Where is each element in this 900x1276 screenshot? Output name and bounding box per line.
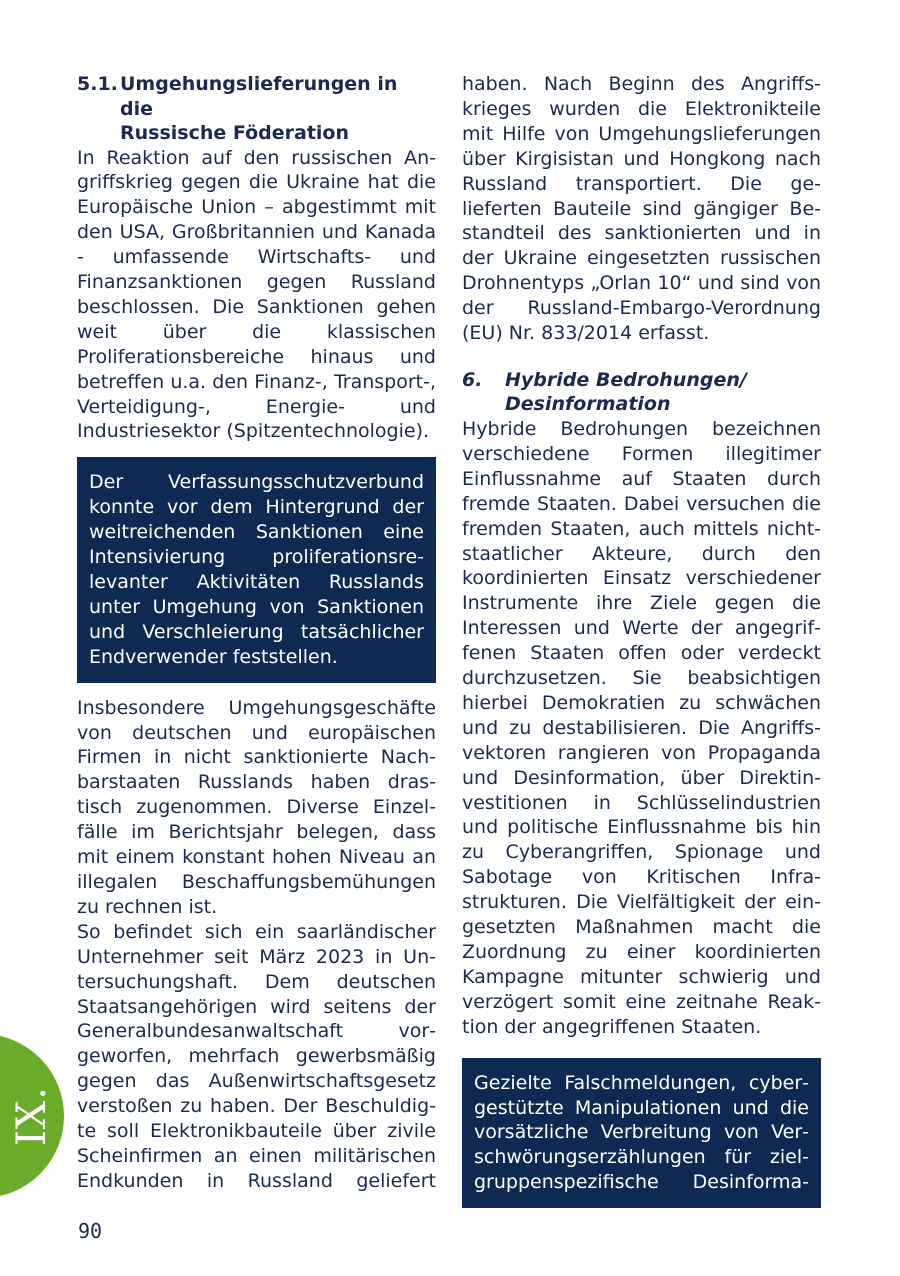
- section-number: 5.1.: [77, 73, 118, 95]
- paragraph: Hybride Bedrohungen bezeichnen verschiedene Formen illegitimer Einflussnahme auf Staaten durch fremde Staaten. Dabei versuchen die fremden Staaten, auch mittels nicht-staatlicher Akteure, durch den koordinierten Einsatz verschiedener Instrumente ihre Ziele gegen die Interessen und Werte der angegriffenen Staaten offen oder verdeckt durchzusetzen. Sie beabsichtigen hierbei Demokratien zu schwächen und zu destabilisieren. Die Angriffsvektoren rangieren von Propaganda und Desinformation, über Direktinvestitionen in Schlüsselindustrien und politische Einflussnahme bis hin zu Cyberangriffen, Spionage und Sabotage von Kritischen Infrastrukturen. Die Vielfältigkeit der eingesetzten Maßnahmen macht die Zuordnung zu einer koordinierten Kampagne mitunter schwierig und verzögert somit eine zeitnahe Reaktion der angegriffenen Staaten.: [462, 417, 821, 1038]
- right-column: [462, 72, 821, 1208]
- section-title-line2: Desinformation: [505, 393, 671, 416]
- paragraph: Insbesondere Umgehungsgeschäfte von deutschen und europäischen Firmen in nicht sanktionierte Nachbarstaaten Russlands haben drastisch zugenommen. Diverse Einzelfälle im Berichtsjahr belegen, dass mit einem konstant hohen Niveau an illegalen Beschaffungsbemühungen zu rechnen ist.: [77, 696, 436, 918]
- section-heading-6: [462, 368, 821, 417]
- section-number: 6.: [462, 368, 483, 391]
- chapter-tab-label: IX.: [9, 1086, 55, 1146]
- chapter-tab: [0, 1034, 64, 1198]
- page-number: 90: [78, 1219, 103, 1243]
- left-column: [77, 72, 436, 1194]
- section-title: [120, 72, 436, 146]
- section-title-line2: Russische Föderation: [120, 122, 350, 144]
- highlight-box-text: Gezielte Falschmeldungen, cybergestützte Manipulationen und die vorsätzliche Verbreitung von Verschwörungserzählungen für zielgruppenspezifische Desinforma-: [474, 1071, 809, 1194]
- paragraph: haben. Nach Beginn des Angriffskrieges wurden die Elektronikteile mit Hilfe von Umgehungslieferungen über Kirgisistan und Hongkong nach Russland transportiert. Die gelieferten Bauteile sind gängiger Bestandteil des sanktionierten und in der Ukraine eingesetzten russischen Drohnentyps „Orlan 10“ und sind von der Russland-Embargo-Verordnung (EU) Nr. 833/2014 erfasst.: [462, 73, 821, 345]
- section-title-line1: Umgehungslieferungen in die: [120, 73, 398, 120]
- highlight-box-text: Der Verfassungsschutzverbund konnte vor dem Hintergrund der weitreichenden Sanktionen eine Intensivierung proliferationsrelevanter Aktivitäten Russlands unter Umgehung von Sanktionen und Verschleierung tatsächlicher Endverwender feststellen.: [89, 471, 424, 668]
- section-heading-5-1: [77, 72, 436, 146]
- section-title-line1: Hybride Bedrohungen/: [505, 368, 747, 391]
- highlight-box: [462, 1058, 821, 1209]
- paragraph: So befindet sich ein saarländischer Unternehmer seit März 2023 in Untersuchungshaft. Dem deutschen Staatsangehörigen wird seitens der Generalbundesanwaltschaft vorgeworfen, mehrfach gewerbsmäßig gegen das Außenwirtschaftsgesetz verstoßen zu haben. Der Beschuldigte soll Elektronikbauteile über zivile Scheinfirmen an einen militärischen Endkunden in Russland geliefert: [77, 920, 436, 1192]
- paragraph: In Reaktion auf den russischen Angriffskrieg gegen die Ukraine hat die Europäische Union – abgestimmt mit den USA, Großbritannien und Kanada - umfassende Wirtschafts- und Finanzsanktionen gegen Russland beschlossen. Die Sanktionen gehen weit über die klassischen Proliferationsbereiche hinaus und betreffen u.a. den Finanz-, Transport-, Verteidigung-, Energie- und Industriesektor (Spitzentechnologie).: [77, 146, 436, 443]
- section-title: [505, 368, 747, 417]
- highlight-box: [77, 457, 436, 682]
